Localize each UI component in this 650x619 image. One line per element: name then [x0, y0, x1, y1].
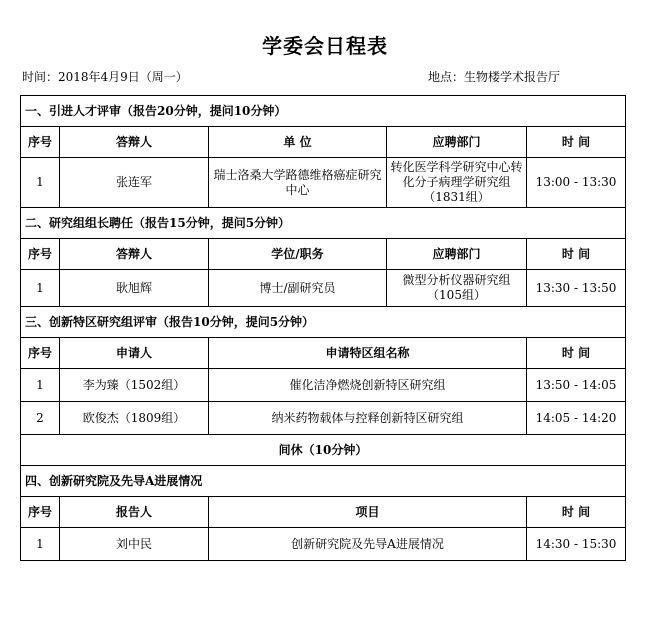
column-header: 时 间: [527, 127, 626, 158]
candidate-affiliation: 瑞士洛桑大学路德维格癌症研究中心: [209, 158, 387, 208]
column-header: 时 间: [527, 338, 626, 369]
candidate-name: 张连军: [60, 158, 209, 208]
time-slot: 13:00 - 13:30: [527, 158, 626, 208]
time-slot: 13:30 - 13:50: [527, 270, 626, 307]
table-row: [21, 528, 626, 561]
applied-department: 转化医学科学研究中心转化分子病理学研究组（1831组）: [387, 158, 527, 208]
table-row: [21, 402, 626, 435]
row-number: 1: [21, 369, 60, 402]
special-zone-group-name: 纳米药物载体与控释创新特区研究组: [209, 402, 527, 435]
project-name: 创新研究院及先导A进展情况: [209, 528, 527, 561]
section-heading: 四、创新研究院及先导A进展情况: [21, 466, 626, 497]
applicant-name: 欧俊杰（1809组）: [60, 402, 209, 435]
column-header: 学位/职务: [209, 239, 387, 270]
table-row: [21, 369, 626, 402]
column-header: 序号: [21, 497, 60, 528]
applicant-name: 李为臻（1502组）: [60, 369, 209, 402]
candidate-name: 耿旭辉: [60, 270, 209, 307]
section-4-header-row: [21, 497, 626, 528]
row-number: 1: [21, 528, 60, 561]
section-1-heading-row: [21, 96, 626, 127]
column-header: 应聘部门: [387, 127, 527, 158]
time-slot: 14:05 - 14:20: [527, 402, 626, 435]
column-header: 答辩人: [60, 239, 209, 270]
section-2-heading-row: [21, 208, 626, 239]
section-3-heading-row: [21, 307, 626, 338]
row-number: 1: [21, 158, 60, 208]
section-heading: 三、创新特区研究组评审（报告10分钟，提问5分钟）: [21, 307, 626, 338]
row-number: 2: [21, 402, 60, 435]
break-label: 间休（10分钟）: [21, 435, 626, 466]
meeting-location: 地点：生物楼学术报告厅: [428, 70, 561, 84]
column-header: 序号: [21, 239, 60, 270]
reporter-name: 刘中民: [60, 528, 209, 561]
column-header: 时 间: [527, 239, 626, 270]
candidate-degree-title: 博士/副研究员: [209, 270, 387, 307]
column-header: 申请特区组名称: [209, 338, 527, 369]
section-3-header-row: [21, 338, 626, 369]
section-2-header-row: [21, 239, 626, 270]
column-header: 单 位: [209, 127, 387, 158]
meeting-time: 时间：2018年4月9日（周一）: [22, 70, 188, 84]
section-heading: 二、研究组组长聘任（报告15分钟，提问5分钟）: [21, 208, 626, 239]
table-row: [21, 158, 626, 208]
column-header: 项目: [209, 497, 527, 528]
section-heading: 一、引进人才评审（报告20分钟，提问10分钟）: [21, 96, 626, 127]
applied-department: 微型分析仪器研究组（105组）: [387, 270, 527, 307]
time-slot: 14:30 - 15:30: [527, 528, 626, 561]
column-header: 序号: [21, 338, 60, 369]
column-header: 答辩人: [60, 127, 209, 158]
column-header: 序号: [21, 127, 60, 158]
schedule-table: [20, 95, 626, 561]
column-header: 应聘部门: [387, 239, 527, 270]
special-zone-group-name: 催化洁净燃烧创新特区研究组: [209, 369, 527, 402]
break-row: [21, 435, 626, 466]
time-slot: 13:50 - 14:05: [527, 369, 626, 402]
column-header: 报告人: [60, 497, 209, 528]
column-header: 申请人: [60, 338, 209, 369]
table-row: [21, 270, 626, 307]
row-number: 1: [21, 270, 60, 307]
section-4-heading-row: [21, 466, 626, 497]
page-title: 学委会日程表: [262, 34, 388, 58]
column-header: 时 间: [527, 497, 626, 528]
section-1-header-row: [21, 127, 626, 158]
